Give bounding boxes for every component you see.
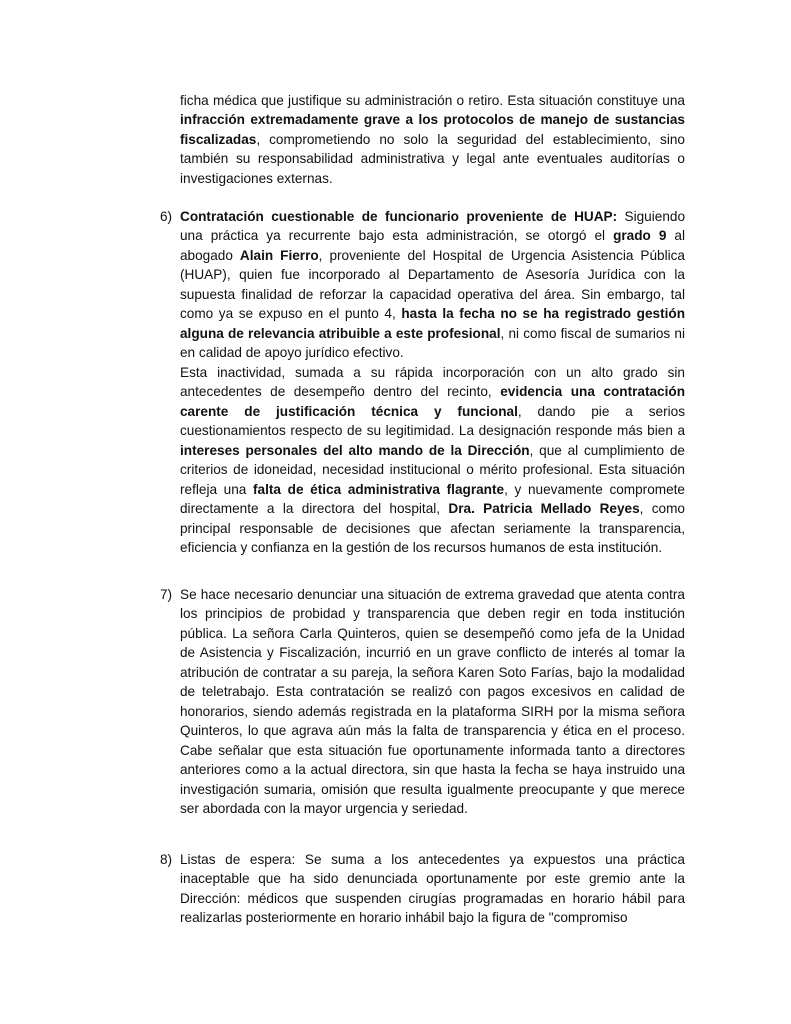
item-6-second-paragraph <box>180 363 685 558</box>
item-8-paragraph: Listas de espera: Se suma a los antecedentes ya expuestos una práctica inaceptable que ha sido denunciada oportunamente por este gremio ante la Dirección: médicos que suspenden cirugías programadas en horario hábil para realizarlas posteriormente en horario inhábil bajo la figura de "compromiso <box>180 852 685 926</box>
item-6-paragraph <box>180 207 685 363</box>
text-run: Siguiendo una práctica ya recurrente bajo esta administración, se otorgó el <box>180 209 686 244</box>
bold-run: Dra. Patricia Mellado Reyes <box>448 501 640 517</box>
bold-run: infracción extremadamente grave a los protocolos de manejo de sustancias fiscalizadas <box>180 112 685 147</box>
bold-run: intereses personales del alto mando de la Dirección <box>180 442 530 458</box>
item-7-paragraph: Se hace necesario denunciar una situación de extrema gravedad que atenta contra los principios de probidad y transparencia que deben regir en toda institución pública. La señora Carla Quinteros, quien se desempeñó como jefa de la Unidad de Asistencia y Fiscalización, incurrió en un grave conflicto de interés al tomar la atribución de contratar a su pareja, la señora Karen Soto Farías, bajo la modalidad de teletrabajo. Esta contratación se realizó con pagos excesivos en calidad de honorarios, siendo además registrada en la plataforma SIRH por la misma señora Quinteros, lo que agrava aún más la falta de transparencia y ética en el proceso. Cabe señalar que esta situación fue oportunamente informada tanto a directores anteriores como a la actual directora, sin que hasta la fecha se haya instruido una investigación sumaria, omisión que resulta igualmente preocupante y que merece ser abordada con la mayor urgencia y seriedad. <box>180 587 685 816</box>
text-run: , como principal responsable de decisiones que afectan seriamente la transparencia, eficiencia y confianza en la gestión de los recursos humanos de esta institución. <box>180 501 685 556</box>
text-run: , dando pie a serios cuestionamientos respecto de su legitimidad. La designación responde más bien a <box>180 403 685 439</box>
text-run: ficha médica que justifique su administración o retiro. Esta situación constituye una <box>180 93 685 108</box>
item-6-heading: Contratación cuestionable de funcionario proveniente de HUAP: <box>180 209 618 224</box>
item-number-6: 6) <box>160 209 173 224</box>
text-run: , ni como fiscal de sumarios ni en calidad de apoyo jurídico efectivo. <box>180 325 685 361</box>
bold-run: hasta la fecha no se ha registrado gestión alguna de relevancia atribuible a este profesional <box>180 306 686 341</box>
text-run: , proveniente del Hospital de Urgencia Asistencia Pública (HUAP), quien fue incorporado al Departamento de Asesoría Jurídica con la supuesta finalidad de reforzar la capacidad operativa del área. Sin embargo, tal como ya se expuso en el punto 4, <box>180 247 685 322</box>
item-number-8: 8) <box>160 852 173 867</box>
text-run: , y nuevamente compromete directamente a la directora del hospital, <box>180 481 685 517</box>
continuation-paragraph <box>180 91 685 188</box>
bold-run: Alain Fierro <box>239 247 319 263</box>
text-run: Esta inactividad, sumada a su rápida incorporación con un alto grado sin antecedentes de desempeño dentro del recinto, <box>180 365 685 400</box>
bold-run: falta de ética administrativa flagrante <box>253 481 505 497</box>
bold-run: grado 9 <box>613 228 667 244</box>
text-run: al abogado <box>180 228 686 263</box>
text-run: , que al cumplimiento de criterios de idoneidad, necesidad institucional o mérito profesional. Esta situación refleja una <box>180 442 685 497</box>
item-number-7: 7) <box>160 587 173 602</box>
text-run: , comprometiendo no solo la seguridad del establecimiento, sino también su responsabilidad administrativa y legal ante eventuales auditorías o investigaciones externas. <box>180 131 685 186</box>
bold-run: evidencia una contratación carente de justificación técnica y funcional <box>180 384 685 419</box>
